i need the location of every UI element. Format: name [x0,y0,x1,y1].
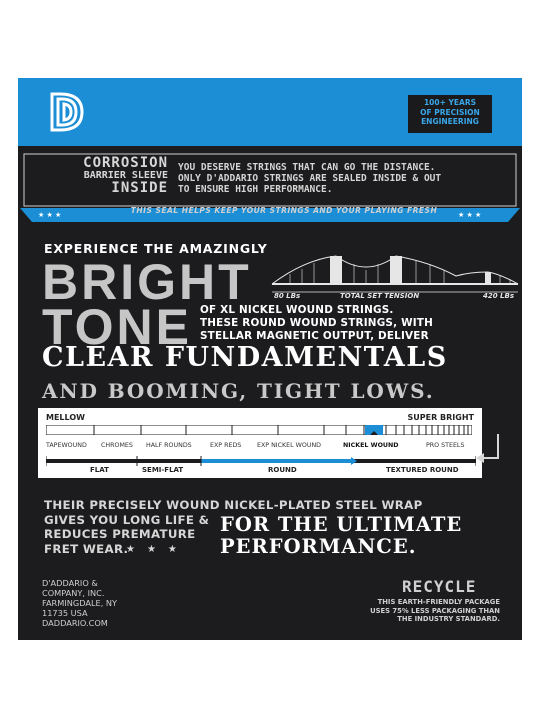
recycle-note-line: USES 75% LESS PACKAGING THAN [370,606,500,615]
sleeve-title-line: INSIDE [111,180,168,196]
wrap-benefits-line: REDUCES PREMATURE [44,527,196,541]
years-badge-line: 100+ YEARS [423,98,477,107]
recycle-note-line: THE INDUSTRY STANDARD. [397,615,500,623]
sleeve-title-line: CORROSION [83,155,168,171]
sleeve-description-line: ONLY D'ADDARIO STRINGS ARE SEALED INSIDE & OUT [178,173,442,184]
ultimate-line: PERFORMANCE. [220,535,417,558]
seal-tagline: THIS SEAL HELPS KEEP YOUR STRINGS AND YOUR PLAYING FRESH [130,206,438,215]
sleeve-description [178,162,508,195]
clear-fundamentals-heading: CLEAR FUNDAMENTALS [42,342,448,373]
sleeve-description-line: YOU DESERVE STRINGS THAT CAN GO THE DISTANCE. [178,162,436,173]
ultimate-performance-heading [220,514,462,558]
bright-heading: BRIGHT [42,254,252,310]
tension-label: TOTAL SET TENSION [340,292,420,300]
wrap-textured-round-label: TEXTURED ROUND [386,466,459,474]
type-tapewound: TAPEWOUND [46,442,87,449]
address-line: D'ADDARIO & [42,578,98,588]
recycle-logo: RECYCLE [402,577,477,596]
tone-heading: TONE [42,299,192,355]
wrap-benefits-line: FRET WEAR. [44,541,129,556]
address-line: 11735 USA [42,608,88,618]
sleeve-title-line: BARRIER SLEEVE [83,170,168,181]
wrap-semi-flat-label: SEMI-FLAT [142,466,184,474]
company-address [42,578,117,628]
address-line: COMPANY, INC. [42,588,105,598]
wrap-benefits-line: GIVES YOU LONG LIFE & [44,512,210,527]
ultimate-line: FOR THE ULTIMATE [220,513,463,536]
sleeve-description-line: TO ENSURE HIGH PERFORMANCE. [178,184,333,195]
recycle-note [348,598,500,624]
stars-decoration: ★★★ [126,544,189,555]
mellow-label: MELLOW [46,413,85,422]
booming-lows-heading: AND BOOMING, TIGHT LOWS. [42,379,435,403]
svg-text:★ ★ ★: ★ ★ ★ [458,211,482,219]
wrap-round-label: ROUND [268,466,297,474]
tone-meter-bar [46,425,472,435]
corrosion-barrier-title [44,156,168,195]
years-badge-line: OF PRECISION [420,107,480,117]
type-exp-reds: EXP REDS [210,442,242,449]
type-pro-steels: PRO STEELS [426,442,465,449]
xl-description [200,304,520,343]
experience-heading: EXPERIENCE THE AMAZINGLY [44,241,268,256]
xl-description-line: STELLAR MAGNETIC OUTPUT, DELIVER [200,330,429,342]
tone-scale [38,408,482,478]
return-arrow-icon [474,434,510,464]
string-package-back [18,78,522,640]
type-nickel-wound: NICKEL WOUND [343,442,399,449]
daddario-logo-icon [48,90,92,134]
svg-text:★ ★ ★: ★ ★ ★ [38,211,62,219]
wrap-benefits-line: THEIR PRECISELY WOUND NICKEL-PLATED STEEL WRAP [44,498,423,512]
xl-description-line: OF XL NICKEL WOUND STRINGS. [200,304,394,316]
type-chromes: CHROMES [101,442,133,449]
wrap-type-bar [46,456,476,466]
super-bright-label: SUPER BRIGHT [407,413,474,422]
string-types-row [46,442,476,454]
xl-description-line: THESE ROUND WOUND STRINGS, WITH [200,317,433,329]
wrap-flat-label: FLAT [90,466,109,474]
type-exp-nickel-wound: EXP NICKEL WOUND [257,442,322,449]
type-half-rounds: HALF ROUNDS [146,442,192,449]
years-badge [408,95,492,133]
address-line: FARMINGDALE, NY [42,598,118,608]
tension-high-label: 420 LBs [483,292,515,300]
tone-meter-frame [46,425,472,435]
address-line: DADDARIO.COM [42,618,108,628]
recycle-note-line: THIS EARTH-FRIENDLY PACKAGE [377,598,500,606]
tension-low-label: 80 LBs [274,292,301,300]
years-badge-line: ENGINEERING [421,117,479,126]
